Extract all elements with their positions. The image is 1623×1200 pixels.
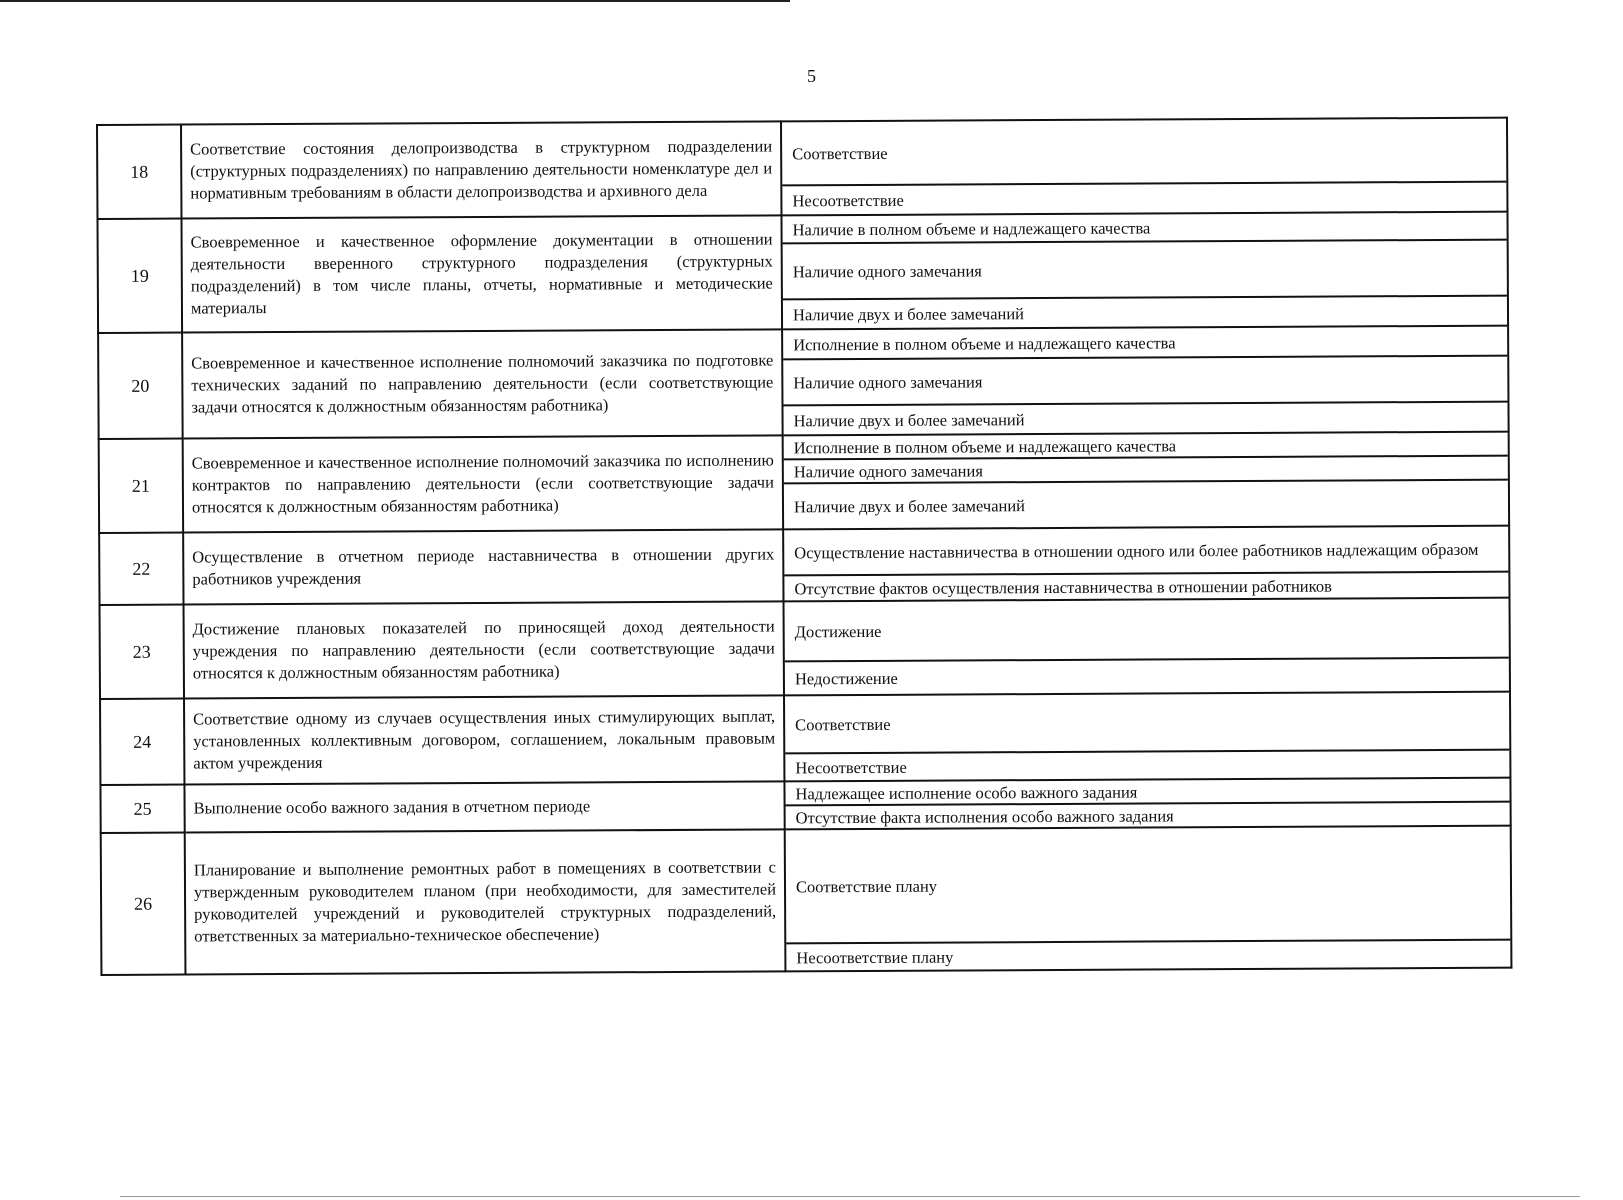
criteria-table: [96, 117, 1512, 976]
option-item: Отсутствие факта исполнения особо важного задания: [786, 801, 1510, 829]
table-row: [99, 432, 1509, 533]
option-item: Наличие двух и более замечаний: [783, 295, 1507, 329]
row-number: 26: [101, 833, 186, 975]
criterion-text: Выполнение особо важного задания в отчетном периоде: [184, 781, 784, 832]
option-item: Наличие двух и более замечаний: [784, 479, 1508, 529]
row-number: 21: [99, 439, 183, 533]
option-item: Исполнение в полном объеме и надлежащего качества: [793, 435, 1177, 457]
option-item: Надлежащее исполнение особо важного задания: [795, 782, 1138, 803]
row-number: 25: [100, 785, 184, 833]
criterion-text: Осуществление в отчетном периоде наставничества в отношении других работников учреждения: [183, 529, 783, 604]
option-item: Несоответствие: [785, 749, 1509, 781]
criterion-text: Своевременное и качественное исполнение полномочий заказчика по исполнению контрактов по направлению деятельности (если соответствующие задачи относятся к должностным обязанностям работника): [183, 435, 783, 532]
options-cell: [781, 212, 1508, 330]
option-item: Соответствие: [792, 143, 888, 163]
page-number: 5: [807, 66, 816, 86]
row-number: 18: [97, 125, 181, 219]
option-item: Наличие одного замечания: [783, 355, 1507, 405]
table-row: [101, 826, 1512, 975]
option-item: Наличие в полном объеме и надлежащего качества: [792, 217, 1151, 239]
criterion-text: Своевременное и качественное исполнение полномочий заказчика по подготовке технических заданий по направлению деятельности (если соответствующие задачи относятся к должностным обязанностям работника): [182, 329, 783, 438]
option-item: Соответствие плану: [795, 876, 938, 896]
options-cell: [781, 118, 1507, 216]
option-item: Отсутствие фактов осуществления наставничества в отношении работников: [784, 571, 1508, 601]
options-cell: [784, 778, 1510, 830]
options-cell: [783, 526, 1509, 602]
scan-edge-top: [0, 0, 790, 2]
row-number: 20: [98, 333, 183, 439]
option-item: Несоответствие: [782, 181, 1506, 215]
option-item: Недостижение: [785, 657, 1509, 695]
table-row: [100, 778, 1510, 833]
row-number: 22: [99, 533, 183, 605]
scan-edge-bottom: [120, 1196, 1580, 1197]
option-item: Осуществление наставничества в отношении одного или более работников надлежащим образом: [794, 539, 1479, 562]
criterion-text: Планирование и выполнение ремонтных работ в помещениях в соответствии с утвержденным руководителем планом (при необходимости, для заместителей руководителей учреждений и руководителей структурных подразделений, ответственных за материально-техническое обеспечение): [185, 829, 786, 974]
option-item: Наличие одного замечания: [784, 455, 1508, 483]
options-cell: [785, 826, 1512, 972]
option-item: Исполнение в полном объеме и надлежащего качества: [793, 332, 1176, 354]
criteria-table-body: [97, 118, 1511, 975]
criterion-text: Соответствие состояния делопроизводства в структурном подразделении (структурных подразделениях) по направлению деятельности номенклатуре дел и нормативным требованиям в области делопроизводства и архивного дела: [181, 121, 781, 218]
option-item: Соответствие: [795, 714, 891, 734]
table-row: [100, 598, 1510, 699]
row-number: 19: [97, 219, 182, 333]
table-row: [99, 526, 1509, 605]
options-cell: [782, 326, 1509, 436]
table-row: [98, 326, 1509, 439]
row-number: 24: [100, 699, 184, 785]
table-row: [97, 118, 1507, 219]
option-item: Несоответствие плану: [786, 939, 1510, 971]
criterion-text: Соответствие одному из случаев осуществления иных стимулирующих выплат, установленных коллективным договором, соглашением, локальным правовым актом учреждения: [184, 695, 784, 784]
criterion-text: Достижение плановых показателей по приносящей доход деятельности учреждения по направлению деятельности (если соответствующие задачи относятся к должностным обязанностям работника): [184, 601, 784, 698]
options-cell: [784, 692, 1510, 782]
option-item: Достижение: [794, 621, 882, 641]
options-cell: [784, 598, 1510, 696]
criterion-text: Своевременное и качественное оформление документации в отношении деятельности вверенного структурного подразделения (структурных подразделений) в том числе планы, отчеты, нормативные и методические материалы: [181, 215, 782, 332]
table-row: [100, 692, 1510, 785]
option-item: Наличие одного замечания: [783, 239, 1507, 299]
option-item: Наличие двух и более замечаний: [783, 401, 1507, 435]
table-row: [97, 212, 1508, 333]
options-cell: [783, 432, 1509, 530]
row-number: 23: [100, 605, 184, 699]
